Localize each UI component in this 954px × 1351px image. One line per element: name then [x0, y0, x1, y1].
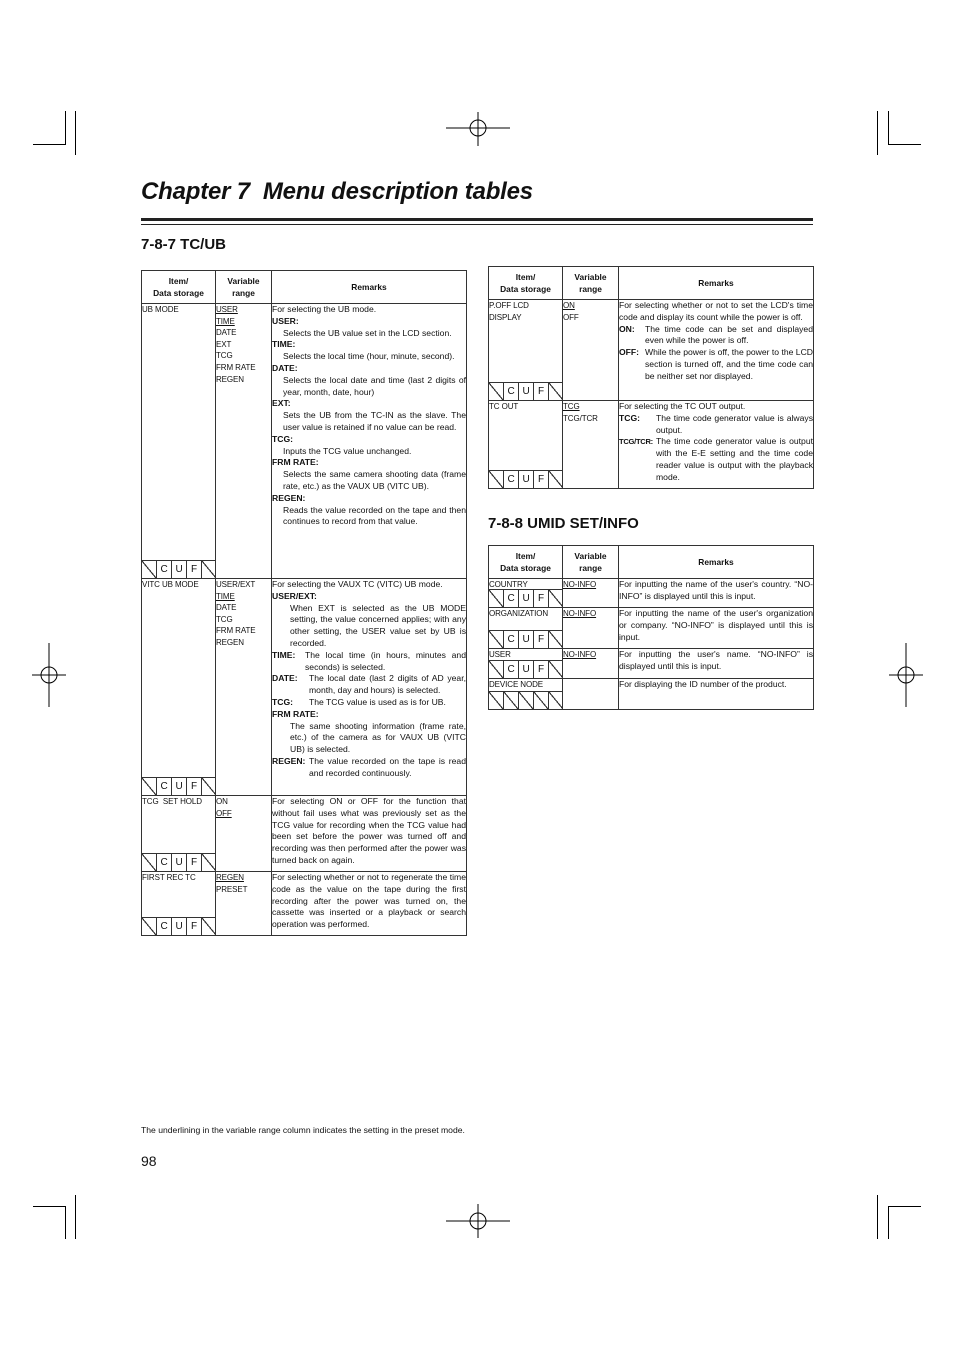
remark-text: For selecting the TC OUT output.	[619, 401, 746, 411]
variable-value-preset: USER	[216, 305, 238, 314]
cuf-storage-box	[142, 853, 216, 871]
storage-slash-icon	[489, 631, 504, 648]
remarks-cell	[619, 401, 814, 489]
tc-continued-table	[488, 266, 814, 489]
variable-cell	[216, 304, 272, 579]
table-row	[142, 304, 467, 579]
umid-table	[488, 545, 814, 710]
variable-value-preset: NO-INFO	[563, 650, 597, 659]
remark-text: For displaying the ID number of the product.	[619, 679, 787, 689]
cuf-storage-box	[489, 382, 563, 400]
item-cell	[142, 872, 216, 936]
col-header-variable: Variable range	[563, 267, 619, 300]
item-cell	[489, 679, 563, 710]
item-cell	[489, 649, 563, 679]
col-header-item: Item/ Data storage	[489, 267, 563, 300]
variable-cell	[563, 649, 619, 679]
remark-text: The local date (last 2 digits of AD year, month, day and hours) is selected.	[309, 673, 466, 696]
remarks-cell	[619, 579, 814, 608]
item-label: TC OUT	[489, 402, 519, 411]
title-rule-thin	[141, 224, 813, 225]
remark-text: Sets the UB from the TC-IN as the slave. The user value is retained if no value can be read.	[283, 410, 466, 432]
variable-value: REGEN	[216, 374, 244, 384]
remark-text: The value recorded on the tape is read and recorded continuously.	[309, 755, 466, 778]
remark-key: TCG:	[272, 696, 294, 707]
remark-key: DATE:	[272, 362, 298, 373]
storage-slash-icon	[142, 778, 157, 795]
storage-u: U	[519, 631, 534, 648]
table-header-row	[142, 271, 467, 304]
variable-value: FRM RATE	[216, 362, 256, 372]
remark-key: TIME:	[272, 339, 296, 350]
remark-key: REGEN:	[272, 492, 306, 503]
storage-slash-icon	[202, 918, 216, 935]
storage-u: U	[519, 590, 534, 607]
storage-u: U	[519, 661, 534, 678]
storage-u: U	[519, 383, 534, 400]
remarks-cell	[272, 872, 467, 936]
section-heading-tcub: 7-8-7 TC/UB	[141, 236, 227, 253]
remark-text: For selecting the VAUX TC (VITC) UB mode.	[272, 579, 443, 589]
variable-value: REGEN	[216, 637, 244, 647]
table-header-row	[489, 267, 814, 300]
storage-slash-icon	[549, 383, 563, 400]
remark-text: The local time (in hours, minutes and seconds) is selected.	[305, 649, 466, 672]
page-title: Chapter 7 Menu description tables	[141, 178, 533, 205]
cuf-storage-box	[489, 470, 563, 488]
tcub-table	[141, 270, 467, 936]
table-row	[489, 649, 814, 679]
table-row	[489, 679, 814, 710]
item-label: COUNTRY	[489, 580, 528, 589]
variable-value: TCG	[216, 351, 233, 361]
remark-key: FRM RATE:	[272, 708, 319, 719]
variable-cell	[563, 579, 619, 608]
item-label: FIRST REC TC	[142, 873, 196, 882]
remarks-cell	[272, 579, 467, 796]
variable-cell	[563, 300, 619, 401]
variable-cell	[216, 796, 272, 872]
variable-value-preset: OFF	[216, 808, 232, 818]
storage-slash-icon	[202, 854, 216, 871]
storage-f: F	[187, 854, 202, 871]
remark-text: Inputs the TCG value unchanged.	[283, 445, 412, 456]
storage-c: C	[504, 383, 519, 400]
item-cell	[489, 401, 563, 489]
item-label: ORGANIZATION	[489, 609, 549, 618]
remark-text: For selecting whether or not to set the LCD's time code and display its count while the power is off.	[619, 300, 813, 322]
storage-f: F	[534, 383, 549, 400]
item-label: TCG SET HOLD	[142, 797, 202, 806]
remarks-cell	[619, 608, 814, 649]
storage-slash-icon	[142, 854, 157, 871]
col-header-item: Item/ Data storage	[142, 271, 216, 304]
storage-c: C	[504, 590, 519, 607]
remark-text: When EXT is selected as the UB MODE setting, the value concerned applies; with any other setting, the USER value set by UB is recorded.	[290, 602, 466, 648]
variable-value: EXT	[216, 339, 232, 349]
storage-slash-icon	[549, 661, 563, 678]
storage-c: C	[157, 854, 172, 871]
storage-f: F	[534, 471, 549, 488]
page-number: 98	[141, 1153, 157, 1169]
crop-mark	[33, 144, 66, 145]
col-header-remarks: Remarks	[272, 271, 467, 304]
cuf-storage-box	[489, 660, 563, 678]
variable-cell	[563, 679, 619, 710]
table-row	[142, 796, 467, 872]
table-row	[489, 579, 814, 608]
variable-value-preset: NO-INFO	[563, 609, 597, 618]
variable-value: ON	[216, 797, 228, 806]
storage-u: U	[172, 854, 187, 871]
cuf-storage-box	[142, 777, 216, 795]
remark-text: The time code can be set and displayed even while the power is off.	[645, 323, 813, 346]
storage-slash-icon	[202, 778, 216, 795]
registration-mark	[446, 112, 510, 146]
remark-text: The time code generator value is always output.	[656, 412, 813, 435]
remark-text: Reads the value recorded on the tape and then continues to record from that value.	[283, 504, 466, 527]
variable-value: DATE	[216, 603, 237, 613]
table-row	[142, 579, 467, 796]
storage-u: U	[172, 561, 187, 578]
remark-key: TCG:	[619, 412, 641, 423]
item-label: DISPLAY	[489, 312, 522, 322]
remark-text: While the power is off, the power to the LCD section is turned off, and the time code can be neither set nor displayed.	[645, 347, 813, 381]
remark-text: Selects the local date and time (last 2 digits of year, month, date, hour)	[283, 374, 466, 397]
title-rule	[141, 218, 813, 221]
remark-key: FRM RATE:	[272, 457, 319, 468]
storage-slash-icon	[489, 471, 504, 488]
remark-text: The same shooting information (frame rate, etc.) of the camera as for VAUX UB (VITC UB) is selected.	[290, 720, 466, 755]
remark-text: Selects the same camera shooting data (frame rate, etc.) as the VAUX UB (VITC UB).	[283, 469, 466, 491]
storage-slash-icon	[202, 561, 216, 578]
storage-slash-icon	[489, 590, 504, 607]
storage-c: C	[504, 471, 519, 488]
table-row	[489, 608, 814, 649]
variable-value: TCG/TCR	[563, 413, 598, 423]
remark-key: REGEN:	[272, 755, 306, 766]
variable-value-preset: ON	[563, 301, 575, 310]
variable-cell	[563, 608, 619, 649]
storage-slash-icon	[489, 383, 504, 400]
variable-value-preset: REGEN	[216, 873, 244, 882]
col-header-item: Item/ Data storage	[489, 546, 563, 579]
remark-key: TIME:	[272, 649, 296, 660]
remark-text: For selecting whether or not to regenerate the time code as the value on the tape during the first recording after the power was turned on, the cassette was inserted or a playback or search operation was performed.	[272, 872, 466, 930]
item-cell	[489, 300, 563, 401]
registration-mark	[889, 643, 923, 707]
col-header-variable: Variable range	[216, 271, 272, 304]
remarks-cell	[619, 679, 814, 710]
crop-mark	[65, 111, 66, 144]
col-header-remarks: Remarks	[619, 267, 814, 300]
remark-text: For selecting the UB mode.	[272, 304, 377, 314]
item-label: VITC UB MODE	[142, 580, 199, 589]
storage-u: U	[519, 471, 534, 488]
variable-value-preset: NO-INFO	[563, 580, 597, 589]
variable-value: DATE	[216, 328, 237, 338]
storage-slash-icon	[549, 590, 563, 607]
remark-key: EXT:	[272, 398, 291, 409]
crop-mark	[75, 111, 76, 155]
remark-key: TCG/TCR:	[619, 437, 653, 447]
variable-value: FRM RATE	[216, 626, 256, 636]
variable-value: TIME	[216, 316, 235, 326]
crop-mark	[75, 1195, 76, 1239]
storage-c: C	[504, 631, 519, 648]
storage-f: F	[534, 661, 549, 678]
item-cell	[142, 796, 216, 872]
storage-f: F	[187, 561, 202, 578]
remark-key: USER:	[272, 315, 299, 326]
item-cell	[142, 579, 216, 796]
cuf-storage-box	[142, 917, 216, 935]
table-row	[142, 872, 467, 936]
storage-slash-icon	[519, 692, 534, 709]
storage-c: C	[157, 561, 172, 578]
table-row	[489, 401, 814, 489]
item-label: P.OFF LCD	[489, 301, 529, 310]
item-label: UB MODE	[142, 305, 179, 314]
remarks-cell	[619, 300, 814, 401]
storage-slash-icon	[534, 692, 549, 709]
table-header-row	[489, 546, 814, 579]
variable-value: OFF	[563, 312, 579, 322]
footnote: The underlining in the variable range column indicates the setting in the preset mode.	[141, 1125, 465, 1135]
remark-text: The TCG value is used as is for UB.	[309, 696, 446, 707]
storage-f: F	[534, 631, 549, 648]
storage-c: C	[157, 918, 172, 935]
storage-f: F	[187, 918, 202, 935]
col-header-remarks: Remarks	[619, 546, 814, 579]
col-header-variable: Variable range	[563, 546, 619, 579]
variable-cell	[563, 401, 619, 489]
item-cell	[142, 304, 216, 579]
storage-slash-icon	[142, 561, 157, 578]
item-cell	[489, 608, 563, 649]
remark-text: The time code generator value is output with the E-E setting and the time code reader value is output with the playback mode.	[656, 436, 813, 482]
crop-mark	[888, 111, 889, 144]
remark-text: For inputting the name of the user's organization or company. “NO-INFO” is displayed until this is input.	[619, 608, 813, 642]
remarks-cell	[619, 649, 814, 679]
crop-mark	[877, 1195, 878, 1239]
remarks-cell	[272, 304, 467, 579]
registration-mark	[446, 1204, 510, 1238]
remark-text: For inputting the name of the user's country. “NO-INFO” is displayed until this is input.	[619, 579, 813, 601]
storage-slash-icon	[504, 692, 519, 709]
remark-key: ON:	[619, 323, 635, 334]
storage-slash-icon	[489, 692, 504, 709]
storage-c: C	[157, 778, 172, 795]
remarks-cell	[272, 796, 467, 872]
storage-f: F	[187, 778, 202, 795]
remark-key: USER/EXT:	[272, 590, 317, 601]
crop-mark	[888, 1206, 889, 1239]
cuf-storage-box	[489, 589, 563, 607]
storage-slash-icon	[549, 631, 563, 648]
item-label: USER	[489, 650, 511, 659]
variable-cell	[216, 579, 272, 796]
remark-key: TCG:	[272, 433, 294, 444]
crop-mark	[877, 111, 878, 155]
item-cell	[489, 579, 563, 608]
remark-text: Selects the UB value set in the LCD section.	[283, 327, 452, 338]
storage-slash-icon	[549, 692, 563, 709]
variable-value-preset: TCG	[563, 402, 580, 411]
cuf-storage-box	[142, 560, 216, 578]
crop-mark	[65, 1206, 66, 1239]
registration-mark	[32, 643, 66, 707]
remark-key: OFF:	[619, 347, 640, 358]
cuf-storage-box	[489, 691, 563, 709]
section-heading-umid: 7-8-8 UMID SET/INFO	[488, 515, 639, 532]
crop-mark	[888, 1206, 921, 1207]
variable-value-preset: TIME	[216, 591, 235, 601]
remark-text: For inputting the user's name. “NO-INFO” is displayed until this is input.	[619, 649, 813, 671]
variable-value: PRESET	[216, 884, 248, 894]
variable-cell	[216, 872, 272, 936]
crop-mark	[33, 1206, 66, 1207]
remark-text: Selects the local time (hour, minute, second).	[283, 351, 455, 362]
variable-value: TCG	[216, 614, 233, 624]
item-label: DEVICE NODE	[489, 680, 544, 689]
variable-value: USER/EXT	[216, 580, 256, 589]
storage-slash-icon	[549, 471, 563, 488]
remark-key: DATE:	[272, 673, 298, 684]
table-row	[489, 300, 814, 401]
storage-u: U	[172, 918, 187, 935]
storage-slash-icon	[142, 918, 157, 935]
cuf-storage-box	[489, 630, 563, 648]
remark-text: For selecting ON or OFF for the function that without fail uses what was previously set as the TCG value for recording when the TCG value had been set before the power was turned off and recording was then performed after the power was turned back on again.	[272, 796, 466, 865]
crop-mark	[888, 144, 921, 145]
storage-f: F	[534, 590, 549, 607]
storage-slash-icon	[489, 661, 504, 678]
storage-u: U	[172, 778, 187, 795]
storage-c: C	[504, 661, 519, 678]
